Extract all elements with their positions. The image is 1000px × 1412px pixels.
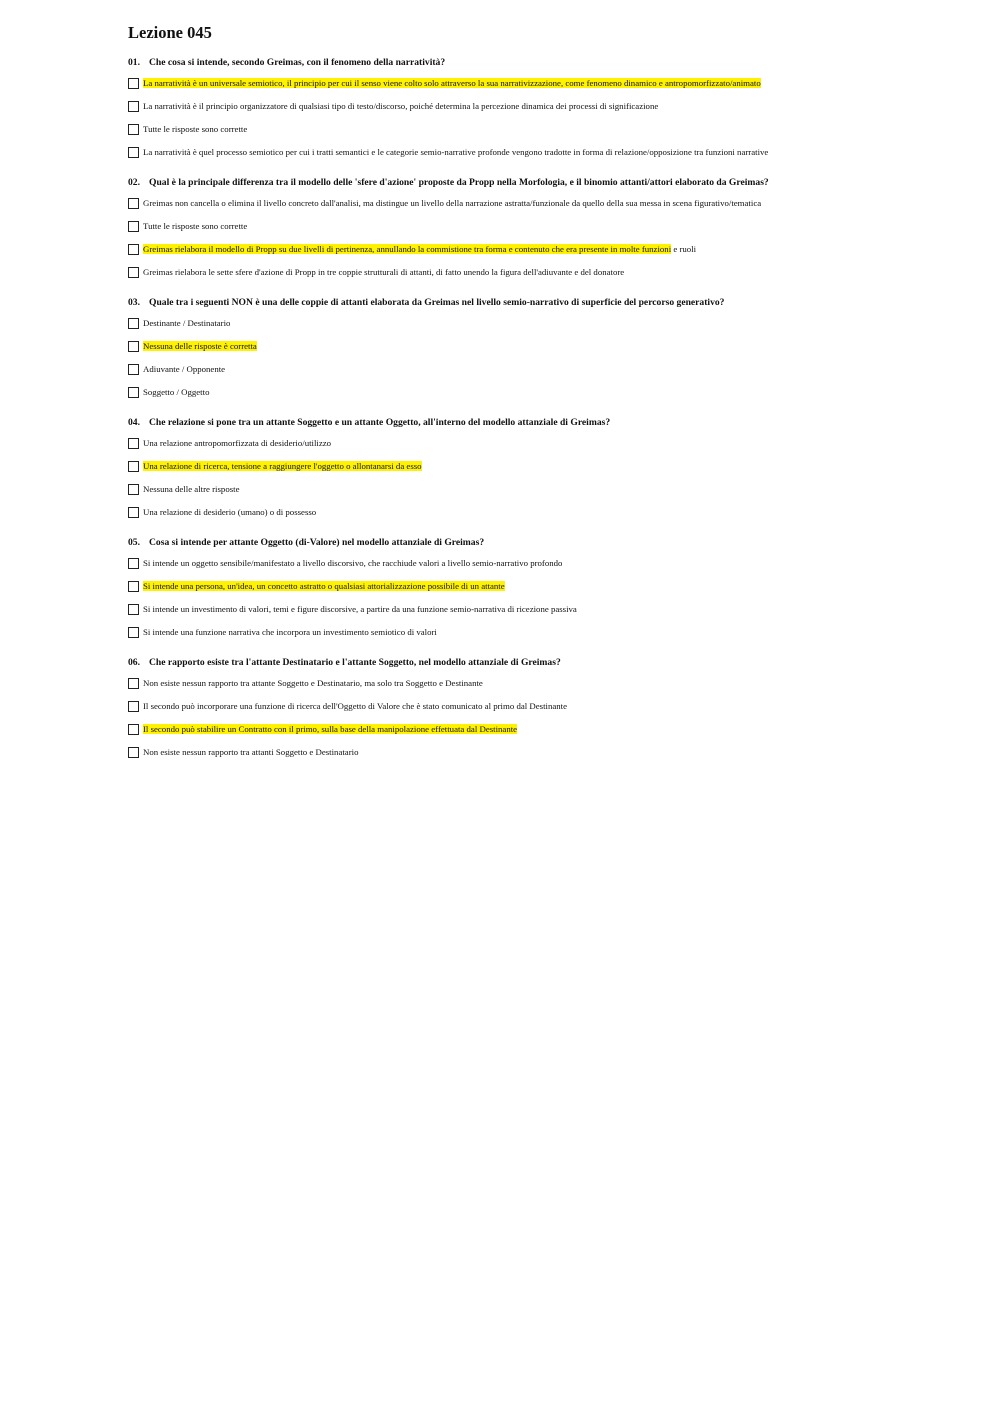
answer-text: Adiuvante / Opponente	[143, 364, 226, 374]
answer-checkbox[interactable]	[128, 318, 139, 329]
question-number: 06.	[128, 657, 140, 668]
answer-option[interactable]	[128, 318, 848, 331]
answer-option[interactable]	[128, 101, 848, 114]
answer-option-highlighted[interactable]	[128, 78, 848, 91]
answer-text: Tutte le risposte sono corrette	[143, 221, 248, 231]
answer-checkbox[interactable]	[128, 724, 139, 735]
answer-option[interactable]	[128, 267, 848, 280]
question-block	[128, 296, 848, 400]
question-block	[128, 656, 848, 760]
answer-option[interactable]	[128, 701, 848, 714]
question-text	[128, 536, 848, 550]
question-block	[128, 416, 848, 520]
answer-text: Il secondo può incorporare una funzione di ricerca dell'Oggetto di Valore che è stato comunicato al primo dal Destinante	[143, 701, 568, 711]
question-text	[128, 56, 848, 70]
question-text	[128, 656, 848, 670]
answer-checkbox[interactable]	[128, 198, 139, 209]
answer-option-highlighted[interactable]	[128, 724, 848, 737]
answer-text: Greimas rielabora le sette sfere d'azione di Propp in tre coppie strutturali di attanti, di fatto unendo la figura dell'adiuvante e del donatore	[143, 267, 625, 277]
answer-checkbox[interactable]	[128, 267, 139, 278]
answer-checkbox[interactable]	[128, 701, 139, 712]
answer-text-suffix: e ruoli	[671, 244, 697, 254]
question-text	[128, 296, 848, 310]
answer-text: Si intende un investimento di valori, temi e figure discorsive, a partire da una funzione semio-narrativa di ricezione passiva	[143, 604, 577, 614]
question-text	[128, 416, 848, 430]
answer-text: Destinante / Destinatario	[143, 318, 231, 328]
question-block	[128, 56, 848, 160]
answer-checkbox[interactable]	[128, 341, 139, 352]
question-number: 03.	[128, 297, 140, 308]
question-list	[128, 56, 848, 760]
answer-text: Una relazione di ricerca, tensione a raggiungere l'oggetto o allontanarsi da esso	[143, 461, 422, 471]
answer-option[interactable]	[128, 124, 848, 137]
answer-text: Nessuna delle altre risposte	[143, 484, 240, 494]
answer-checkbox[interactable]	[128, 604, 139, 615]
document-page	[128, 22, 848, 776]
answer-checkbox[interactable]	[128, 581, 139, 592]
answer-text: Si intende una funzione narrativa che incorpora un investimento semiotico di valori	[143, 627, 437, 637]
question-number: 05.	[128, 537, 140, 548]
answer-option-highlighted[interactable]	[128, 461, 848, 474]
answer-checkbox[interactable]	[128, 438, 139, 449]
question-label: Che relazione si pone tra un attante Soggetto e un attante Oggetto, all'interno del modello attanziale di Greimas?	[149, 417, 611, 428]
answer-checkbox[interactable]	[128, 221, 139, 232]
question-label: Che cosa si intende, secondo Greimas, con il fenomeno della narratività?	[149, 57, 446, 68]
answer-option[interactable]	[128, 387, 848, 400]
answer-checkbox[interactable]	[128, 244, 139, 255]
answer-text: Soggetto / Oggetto	[143, 387, 210, 397]
answer-option[interactable]	[128, 147, 848, 160]
answer-text: Greimas rielabora il modello di Propp su due livelli di pertinenza, annullando la commistione tra forma e contenuto che era presente in molte funzioni	[143, 244, 672, 254]
answer-checkbox[interactable]	[128, 507, 139, 518]
question-number: 01.	[128, 57, 140, 68]
answer-checkbox[interactable]	[128, 124, 139, 135]
answer-checkbox[interactable]	[128, 747, 139, 758]
answer-text: Non esiste nessun rapporto tra attanti Soggetto e Destinatario	[143, 747, 359, 757]
question-label: Quale tra i seguenti NON è una delle coppie di attanti elaborata da Greimas nel livello semio-narrativo di superficie del percorso generativo?	[149, 297, 725, 308]
question-label: Qual è la principale differenza tra il modello delle 'sfere d'azione' proposte da Propp nella Morfologia, e il binomio attanti/attori elaborato da Greimas?	[149, 177, 769, 188]
answer-text: Una relazione di desiderio (umano) o di possesso	[143, 507, 317, 517]
answer-checkbox[interactable]	[128, 627, 139, 638]
answer-option-highlighted[interactable]	[128, 341, 848, 354]
answer-text: Non esiste nessun rapporto tra attante Soggetto e Destinatario, ma solo tra Soggetto e Destinante	[143, 678, 483, 688]
answer-checkbox[interactable]	[128, 147, 139, 158]
answer-text: Si intende un oggetto sensibile/manifestato a livello discorsivo, che racchiude valori a livello semio-narrativo profondo	[143, 558, 563, 568]
answer-option[interactable]	[128, 198, 848, 211]
answer-text: La narratività è il principio organizzatore di qualsiasi tipo di testo/discorso, poiché determina la percezione dinamica dei processi di significazione	[143, 101, 659, 111]
answer-checkbox[interactable]	[128, 484, 139, 495]
answer-text: Nessuna delle risposte è corretta	[143, 341, 257, 351]
page-title: Lezione 045	[128, 23, 212, 42]
answer-text: La narratività è un universale semiotico, il principio per cui il senso viene colto solo attraverso la sua narrativizzazione, come fenomeno dinamico e antropomorfizzato/animato	[143, 78, 761, 88]
answer-option[interactable]	[128, 484, 848, 497]
question-number: 02.	[128, 177, 140, 188]
question-label: Che rapporto esiste tra l'attante Destinatario e l'attante Soggetto, nel modello attanziale di Greimas?	[149, 657, 561, 668]
answer-checkbox[interactable]	[128, 558, 139, 569]
answer-checkbox[interactable]	[128, 461, 139, 472]
answer-option-highlighted[interactable]	[128, 581, 848, 594]
question-block	[128, 176, 848, 280]
answer-option[interactable]	[128, 364, 848, 377]
answer-option[interactable]	[128, 507, 848, 520]
answer-option[interactable]	[128, 604, 848, 617]
question-block	[128, 536, 848, 640]
answer-option-highlighted[interactable]	[128, 244, 848, 257]
answer-option[interactable]	[128, 221, 848, 234]
question-text	[128, 176, 848, 190]
answer-checkbox[interactable]	[128, 101, 139, 112]
answer-option[interactable]	[128, 747, 848, 760]
answer-text: Il secondo può stabilire un Contratto con il primo, sulla base della manipolazione effettuata dal Destinante	[143, 724, 518, 734]
answer-option[interactable]	[128, 678, 848, 691]
answer-option[interactable]	[128, 438, 848, 451]
answer-checkbox[interactable]	[128, 678, 139, 689]
answer-text: Greimas non cancella o elimina il livello concreto dall'analisi, ma distingue un livello della narrazione astratta/funzionale da quello della sua messa in scena figurativo/tematica	[143, 198, 762, 208]
answer-text: La narratività è quel processo semiotico per cui i tratti semantici e le categorie semio-narrative profonde vengono tradotte in forma di relazione/opposizione tra funzioni narrative	[143, 147, 769, 157]
answer-text: Una relazione antropomorfizzata di desiderio/utilizzo	[143, 438, 332, 448]
question-label: Cosa si intende per attante Oggetto (di-Valore) nel modello attanziale di Greimas?	[149, 537, 485, 548]
answer-checkbox[interactable]	[128, 364, 139, 375]
answer-text: Tutte le risposte sono corrette	[143, 124, 248, 134]
answer-option[interactable]	[128, 627, 848, 640]
answer-checkbox[interactable]	[128, 78, 139, 89]
answer-option[interactable]	[128, 558, 848, 571]
answer-checkbox[interactable]	[128, 387, 139, 398]
answer-text: Si intende una persona, un'idea, un concetto astratto o qualsiasi attorializzazione possibile di un attante	[143, 581, 505, 591]
question-number: 04.	[128, 417, 140, 428]
